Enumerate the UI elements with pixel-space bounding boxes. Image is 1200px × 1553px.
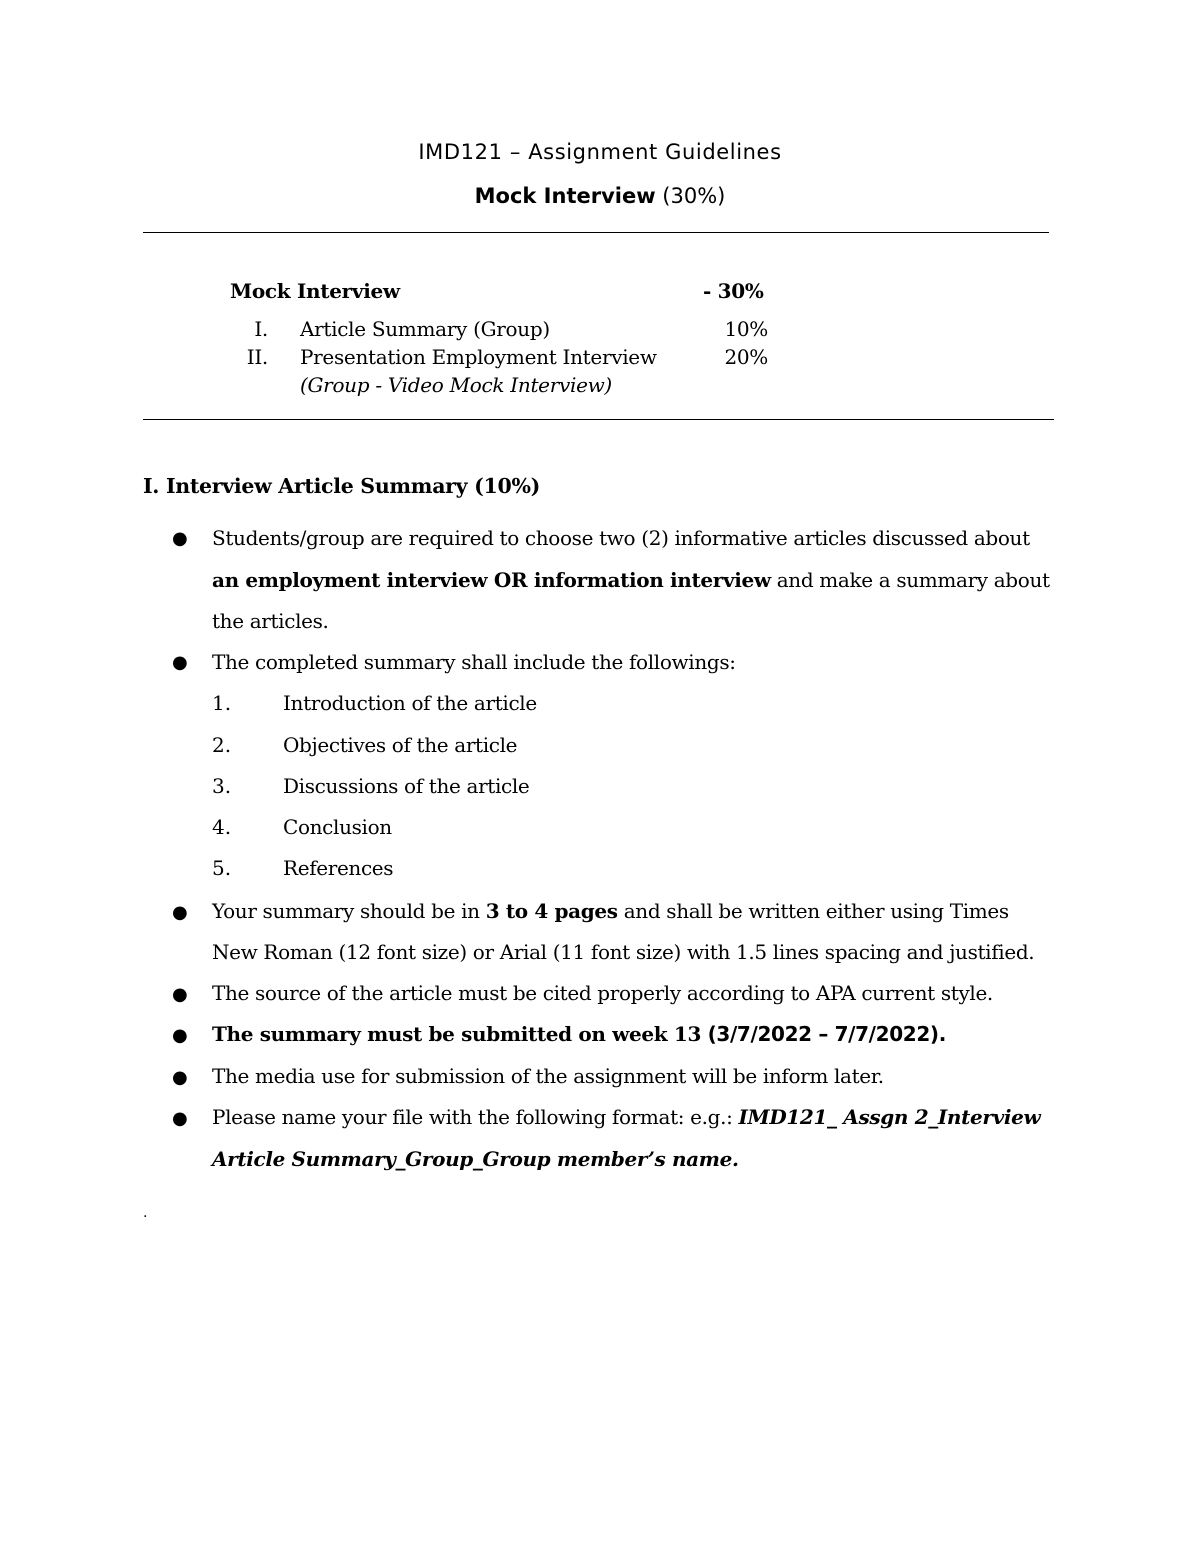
bullet-icon: ● (172, 1067, 188, 1088)
grading-item-value: 10% (724, 317, 768, 341)
list-item: Objectives of the article (283, 733, 518, 757)
bullet-text: the articles. (212, 609, 329, 633)
bullet-icon: ● (172, 902, 188, 923)
bullet-icon: ● (172, 1108, 188, 1129)
stray-mark: . (143, 1205, 148, 1221)
bullet-text (212, 1105, 1072, 1129)
document-subtitle (0, 184, 1200, 208)
filename-format: IMD121_ Assgn 2_Interview (738, 1105, 1041, 1129)
deadline-text: The summary must be submitted on week 13 (212, 1022, 708, 1046)
document-title: IMD121 – Assignment Guidelines (418, 140, 782, 164)
filename-format: Article Summary_Group_Group member’s name (212, 1147, 732, 1171)
list-number: 5. (212, 856, 232, 880)
bullet-text: The media use for submission of the assignment will be inform later. (212, 1064, 884, 1088)
grading-item-note: (Group - Video Mock Interview) (300, 373, 612, 397)
list-number: 1. (212, 691, 232, 715)
bullet-text-post: and shall be written either using Times (617, 899, 1009, 923)
deadline-dates: (3/7/2022 – 7/7/2022). (707, 1022, 946, 1046)
bullet-text-pre: Please name your file with the following format: e.g.: (212, 1105, 739, 1129)
list-item: References (283, 856, 394, 880)
grading-heading: Mock Interview (230, 279, 400, 303)
list-item: Conclusion (283, 815, 392, 839)
bullet-text (212, 899, 1072, 923)
bold-phrase: 3 to 4 pages (485, 899, 618, 923)
bullet-text: New Roman (12 font size) or Arial (11 font size) with 1.5 lines spacing and justified. (212, 940, 1035, 964)
filename-end: . (731, 1147, 739, 1171)
bullet-icon: ● (172, 1025, 188, 1046)
list-number: 4. (212, 815, 232, 839)
top-divider (143, 232, 1049, 233)
bullet-text (212, 568, 1072, 592)
bullet-text: Students/group are required to choose two (2) informative articles discussed about (212, 526, 1030, 550)
grading-item-label: Presentation Employment Interview (300, 345, 657, 369)
section-title: I. Interview Article Summary (10%) (143, 474, 541, 498)
list-item: Discussions of the article (283, 774, 530, 798)
bullet-text-rest: and make a summary about (770, 568, 1050, 592)
grading-total: - 30% (703, 279, 764, 303)
list-number: 2. (212, 733, 232, 757)
grading-item-number: I. (254, 317, 268, 341)
bullet-text (212, 1147, 1072, 1171)
bullet-icon: ● (172, 528, 188, 549)
bullet-text (212, 1022, 1072, 1046)
bullet-text-pre: Your summary should be in (212, 899, 486, 923)
bold-phrase: an employment interview OR information interview (212, 568, 771, 592)
subtitle-bold: Mock Interview (474, 184, 656, 208)
bottom-divider (143, 419, 1054, 420)
list-item: Introduction of the article (283, 691, 537, 715)
bullet-icon: ● (172, 984, 188, 1005)
grading-item-value: 20% (724, 345, 768, 369)
grading-item-label: Article Summary (Group) (300, 317, 550, 341)
bullet-icon: ● (172, 652, 188, 673)
bullet-text: The completed summary shall include the followings: (212, 650, 736, 674)
bullet-text: The source of the article must be cited properly according to APA current style. (212, 981, 993, 1005)
grading-item-number: II. (246, 345, 268, 369)
subtitle-percent: (30%) (655, 184, 726, 208)
list-number: 3. (212, 774, 232, 798)
